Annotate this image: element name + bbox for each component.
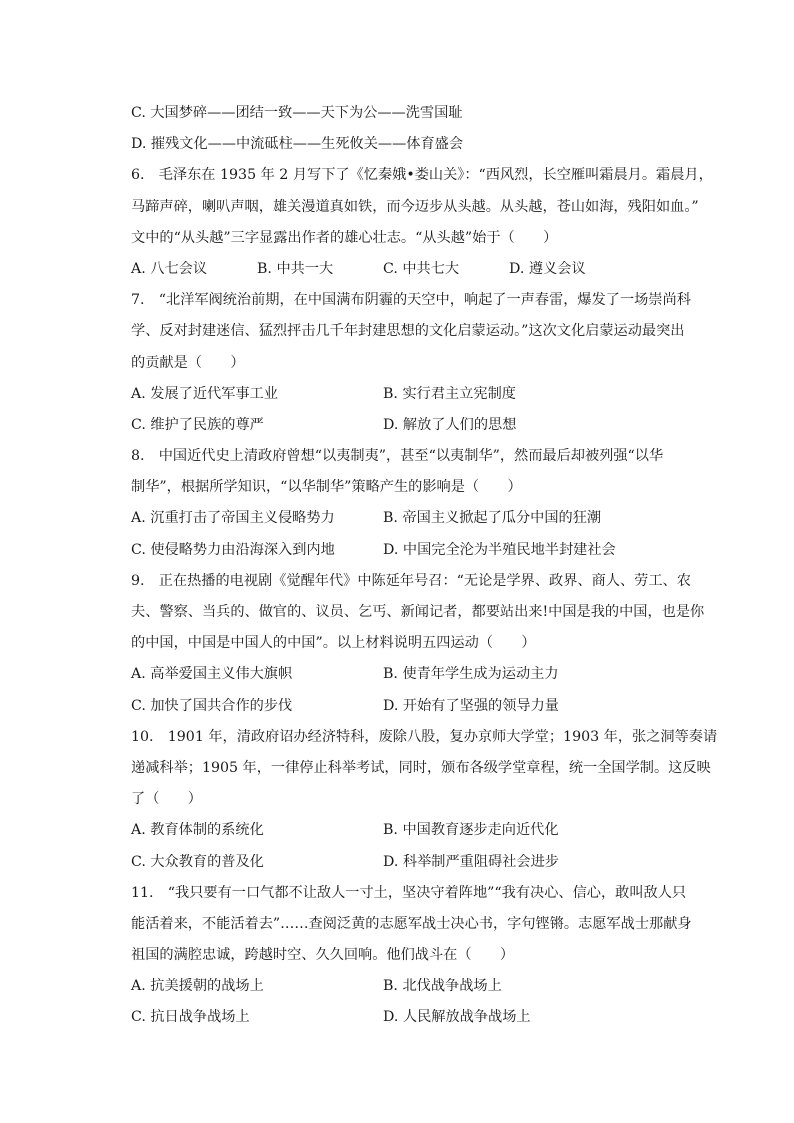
- question-11: [131, 878, 701, 1034]
- option-d: D. 科举制严重阻碍社会进步: [383, 853, 559, 870]
- question-8: [131, 441, 701, 566]
- question-stem-line: 7. “北洋军阀统治前期，在中国满布阴霾的天空中，响起了一声春雷，爆发了一场崇尚科: [131, 292, 691, 309]
- option-c: C. 维护了民族的尊严: [131, 416, 264, 433]
- option-c: C. 大众教育的普及化: [131, 853, 264, 870]
- option-d: D. 中国完全沦为半殖民地半封建社会: [383, 541, 616, 558]
- question-stem-line: 的贡献是（ ）: [131, 354, 245, 371]
- options-row: [131, 535, 701, 566]
- options-row: [131, 1002, 701, 1033]
- page-content: [131, 98, 718, 1034]
- option-c: C. 中共七大: [383, 260, 460, 277]
- question-stem-line: 10. 1901 年，清政府诏办经济特科，废除八股，复办京师大学堂；1903 年，张之洞等奏请: [131, 728, 718, 745]
- option-a: A. 抗美援朝的战场上: [131, 978, 264, 995]
- option-c: C. 加快了国共合作的步伐: [131, 697, 293, 714]
- options-row: [131, 410, 701, 441]
- option-b: B. 帝国主义掀起了瓜分中国的狂潮: [383, 510, 602, 527]
- option-a: A. 发展了近代军事工业: [131, 385, 278, 402]
- question-stem-line: 祖国的满腔忠诚，跨越时空、久久回响。他们战斗在（ ）: [131, 947, 515, 964]
- question-stem-line: 学、反对封建迷信、猛烈抨击几千年封建思想的文化启蒙运动。”这次文化启蒙运动最突出: [131, 323, 685, 340]
- question-6: [131, 160, 713, 285]
- question-7: [131, 285, 701, 441]
- option-c: C. 抗日战争战场上: [131, 1009, 250, 1026]
- question-stem-line: 递减科举；1905 年，一律停止科举考试，同时，颁布各级学堂章程，统一全国学制。这反映: [131, 759, 711, 776]
- option-d: D. 开始有了坚强的领导力量: [383, 697, 559, 714]
- question-stem-line: 文中的“从头越”三字显露出作者的雄心壮志。“从头越”始于（ ）: [131, 229, 558, 246]
- options-row: [131, 254, 701, 285]
- options-row: [131, 971, 701, 1002]
- option-b: B. 中国教育逐步走向近代化: [383, 822, 559, 839]
- prev-option-c: C. 大国梦碎——团结一致——天下为公——洗雪国耻: [131, 105, 463, 121]
- option-d: D. 遵义会议: [509, 260, 586, 277]
- options-row: [131, 503, 701, 534]
- options-row: [131, 691, 701, 722]
- options-row: [131, 847, 701, 878]
- prev-option-d: D. 摧残文化——中流砥柱——生死攸关——体育盛会: [131, 136, 464, 153]
- question-stem-line: 9. 正在热播的电视剧《觉醒年代》中陈延年号召：“无论是学界、政界、商人、劳工、农: [131, 572, 691, 589]
- question-stem-line: 制华”，根据所学知识，“以华制华”策略产生的影响是（ ）: [131, 479, 522, 496]
- option-b: B. 北伐战争战场上: [383, 978, 502, 995]
- option-a: A. 八七会议: [131, 260, 208, 277]
- option-d: D. 解放了人们的思想: [383, 416, 517, 433]
- question-stem-line: 能活着来，不能活着去”……查阅泛黄的志愿军战士决心书，字句铿锵。志愿军战士那献身: [131, 915, 692, 932]
- question-stem-line: 了（ ）: [131, 791, 202, 808]
- question-stem-line: 夫、警察、当兵的、做官的、议员、乞丐、新闻记者，都要站出来!中国是我的中国，也是你: [131, 604, 705, 620]
- option-d: D. 人民解放战争战场上: [383, 1009, 531, 1026]
- option-a: A. 沉重打击了帝国主义侵略势力: [131, 510, 335, 527]
- question-9: [131, 566, 705, 722]
- question-stem-line: 的中国，中国是中国人的中国”。以上材料说明五四运动（ ）: [131, 635, 536, 652]
- question-stem-line: 6. 毛泽东在 1935 年 2 月写下了《忆秦娥•娄山关》：“西风烈，长空雁叫霜晨月。霜晨月，: [131, 167, 713, 184]
- options-row: [131, 659, 701, 690]
- question-stem-line: 11. “我只要有一口气都不让敌人一寸土，坚决守着阵地”“我有决心、信心，敢叫敌人只: [131, 884, 687, 901]
- option-b: B. 中共一大: [257, 260, 334, 277]
- options-row: [131, 815, 701, 846]
- options-row: [131, 379, 701, 410]
- option-a: A. 高举爱国主义伟大旗帜: [131, 666, 293, 683]
- option-a: A. 教育体制的系统化: [131, 822, 264, 839]
- option-b: B. 使青年学生成为运动主力: [383, 666, 559, 683]
- question-10: [131, 722, 718, 878]
- question-stem-line: 8. 中国近代史上清政府曾想“以夷制夷”，甚至“以夷制华”，然而最后却被列强“以华: [131, 448, 664, 465]
- option-c: C. 使侵略势力由沿海深入到内地: [131, 541, 335, 558]
- option-b: B. 实行君主立宪制度: [383, 385, 516, 402]
- question-stem-line: 马蹄声碎，喇叭声咽，雄关漫道真如铁，而今迈步从头越。从头越，苍山如海，残阳如血。”: [131, 198, 699, 215]
